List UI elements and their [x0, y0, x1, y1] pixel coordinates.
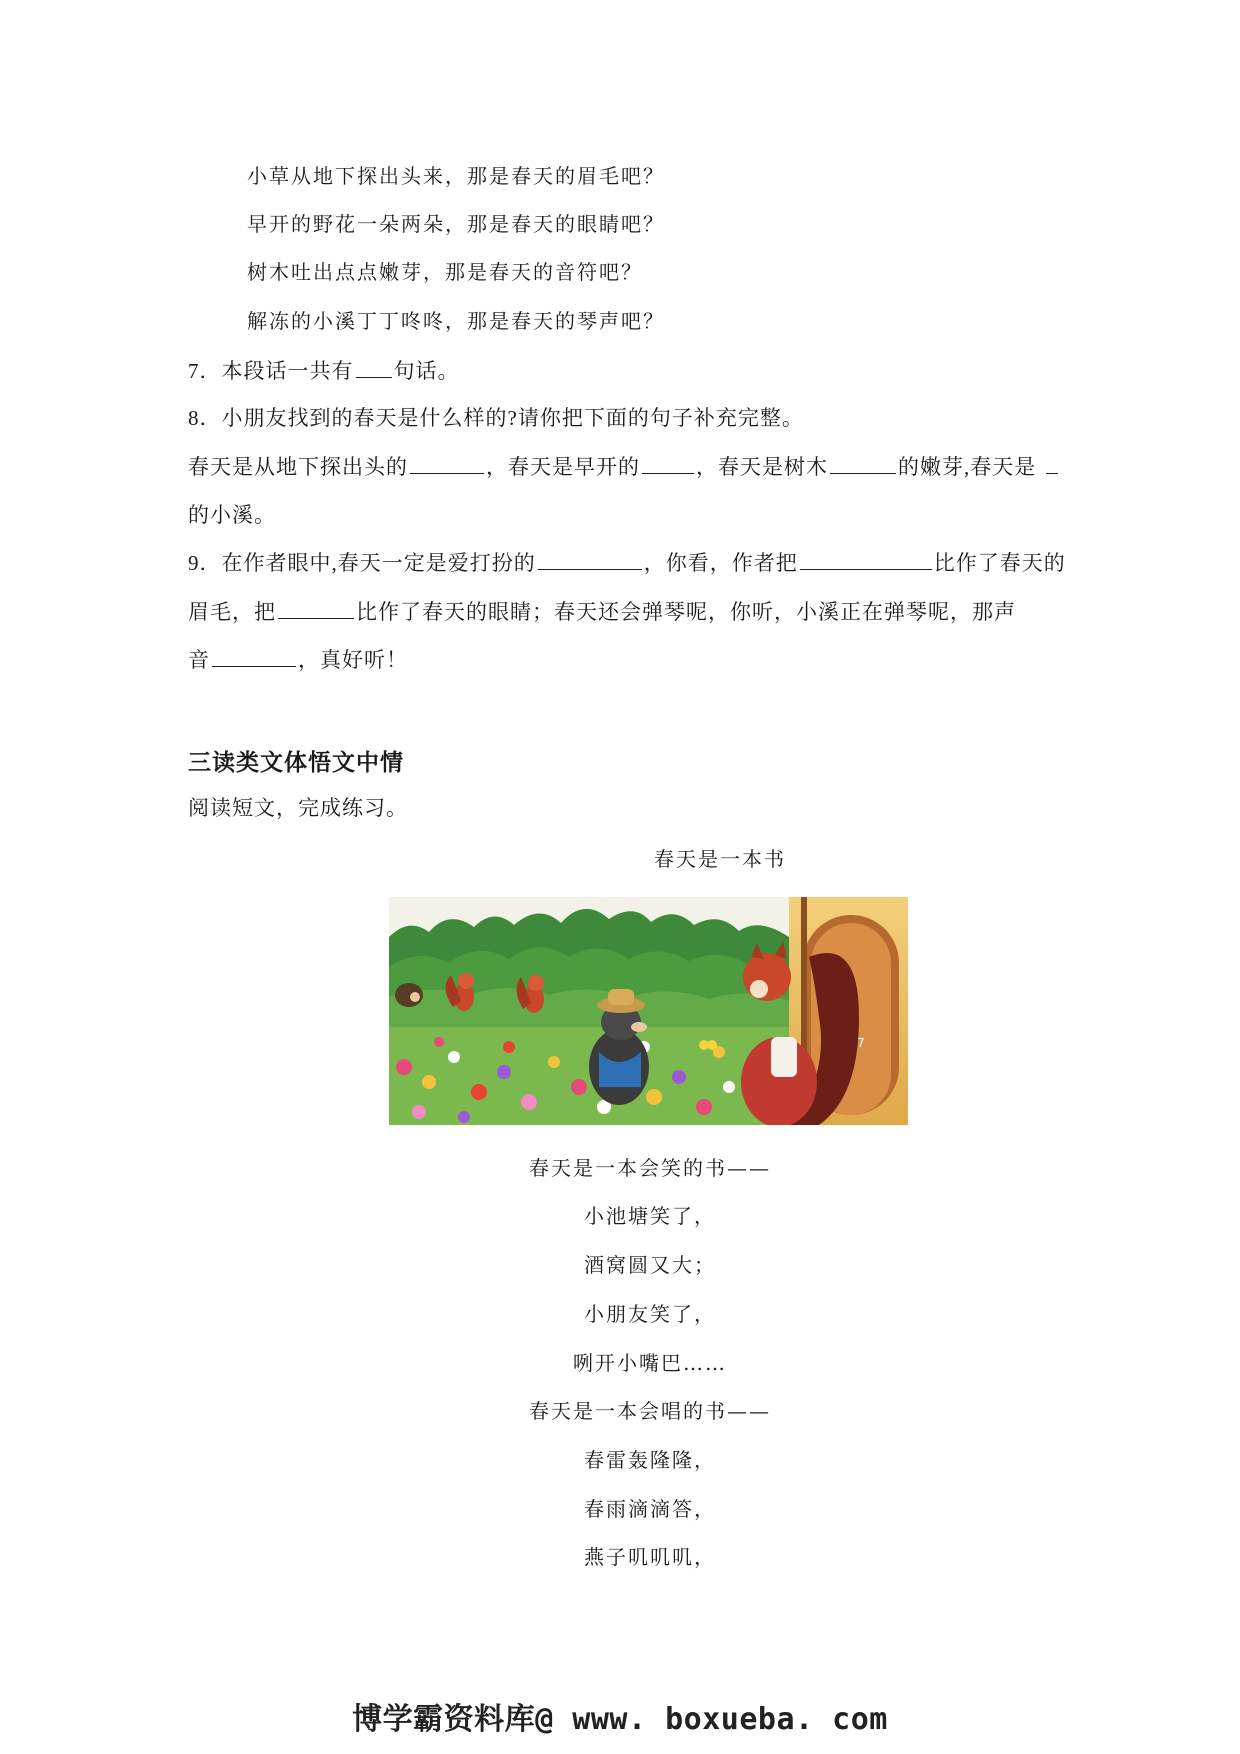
- question-8-line-2: 的小溪。: [188, 503, 276, 527]
- q9-text-d: 眉毛，把: [188, 600, 276, 624]
- section-instruction: 阅读短文，完成练习。: [188, 796, 408, 820]
- question-8-line-1: [188, 452, 1060, 482]
- q8-text-c: ，春天是树木: [696, 455, 828, 479]
- question-7-text: 7．本段话一共有: [188, 359, 354, 383]
- section-title: 三读类文体悟文中情: [188, 750, 404, 776]
- answer-blank[interactable]: [830, 453, 896, 474]
- story-poem-line-2: 小池塘笑了，: [584, 1204, 716, 1228]
- poem-line-3: 树木吐出点点嫩芽，那是春天的音符吧？: [247, 260, 643, 284]
- poem-line-4: 解冻的小溪丁丁咚咚，那是春天的琴声吧？: [247, 309, 665, 333]
- story-poem-line-3: 酒窝圆又大；: [584, 1253, 716, 1277]
- q9-text-g: ，真好听！: [298, 648, 408, 672]
- answer-blank[interactable]: [800, 549, 932, 570]
- story-illustration: [389, 897, 908, 1125]
- story-poem-line-6: 春天是一本会唱的书——: [529, 1399, 771, 1423]
- question-9-line-3: [188, 645, 408, 675]
- question-9-line-1: [188, 548, 1066, 578]
- story-poem-line-5: 咧开小嘴巴……: [573, 1351, 727, 1375]
- q9-text-b: ，你看，作者把: [643, 551, 798, 575]
- story-poem-line-8: 春雨滴滴答，: [584, 1497, 716, 1521]
- question-8-prompt: 8．小朋友找到的春天是什么样的?请你把下面的句子补充完整。: [188, 406, 804, 430]
- q8-text-a: 春天是从地下探出头的: [188, 455, 408, 479]
- poem-line-2: 早开的野花一朵两朵，那是春天的眼睛吧？: [247, 212, 665, 236]
- story-poem-line-7: 春雷轰隆隆，: [584, 1448, 716, 1472]
- story-poem-line-9: 燕子叽叽叽，: [584, 1545, 716, 1569]
- q9-text-e: 比作了春天的眼睛；春天还会弹琴呢，你听，小溪正在弹琴呢，那声: [356, 600, 1016, 624]
- q8-text-d: 的嫩芽,春天是: [898, 455, 1037, 479]
- answer-blank[interactable]: [356, 357, 392, 378]
- poem-line-1: 小草从地下探出头来，那是春天的眉毛吧？: [247, 164, 665, 188]
- answer-blank[interactable]: [642, 453, 694, 474]
- q9-text-f: 音: [188, 648, 210, 672]
- q8-text-b: ，春天是早开的: [486, 455, 640, 479]
- answer-blank[interactable]: [538, 549, 642, 570]
- question-7-text-end: 句话。: [393, 359, 460, 383]
- story-poem-line-1: 春天是一本会笑的书——: [529, 1156, 771, 1180]
- q9-text-a: 9．在作者眼中,春天一定是爱打扮的: [188, 551, 536, 575]
- question-7: [188, 356, 460, 386]
- illustration-page-number: 7: [857, 1036, 865, 1050]
- story-poem-line-4: 小朋友笑了，: [584, 1302, 716, 1326]
- question-9-line-2: [188, 597, 1016, 627]
- answer-blank[interactable]: [1046, 453, 1058, 474]
- watermark-footer: 博学霸资料库@ www. boxueba. com: [352, 1702, 888, 1737]
- answer-blank[interactable]: [410, 453, 484, 474]
- story-title: 春天是一本书: [654, 847, 786, 871]
- answer-blank[interactable]: [212, 646, 296, 667]
- answer-blank[interactable]: [278, 598, 354, 619]
- q9-text-c: 比作了春天的: [933, 551, 1066, 575]
